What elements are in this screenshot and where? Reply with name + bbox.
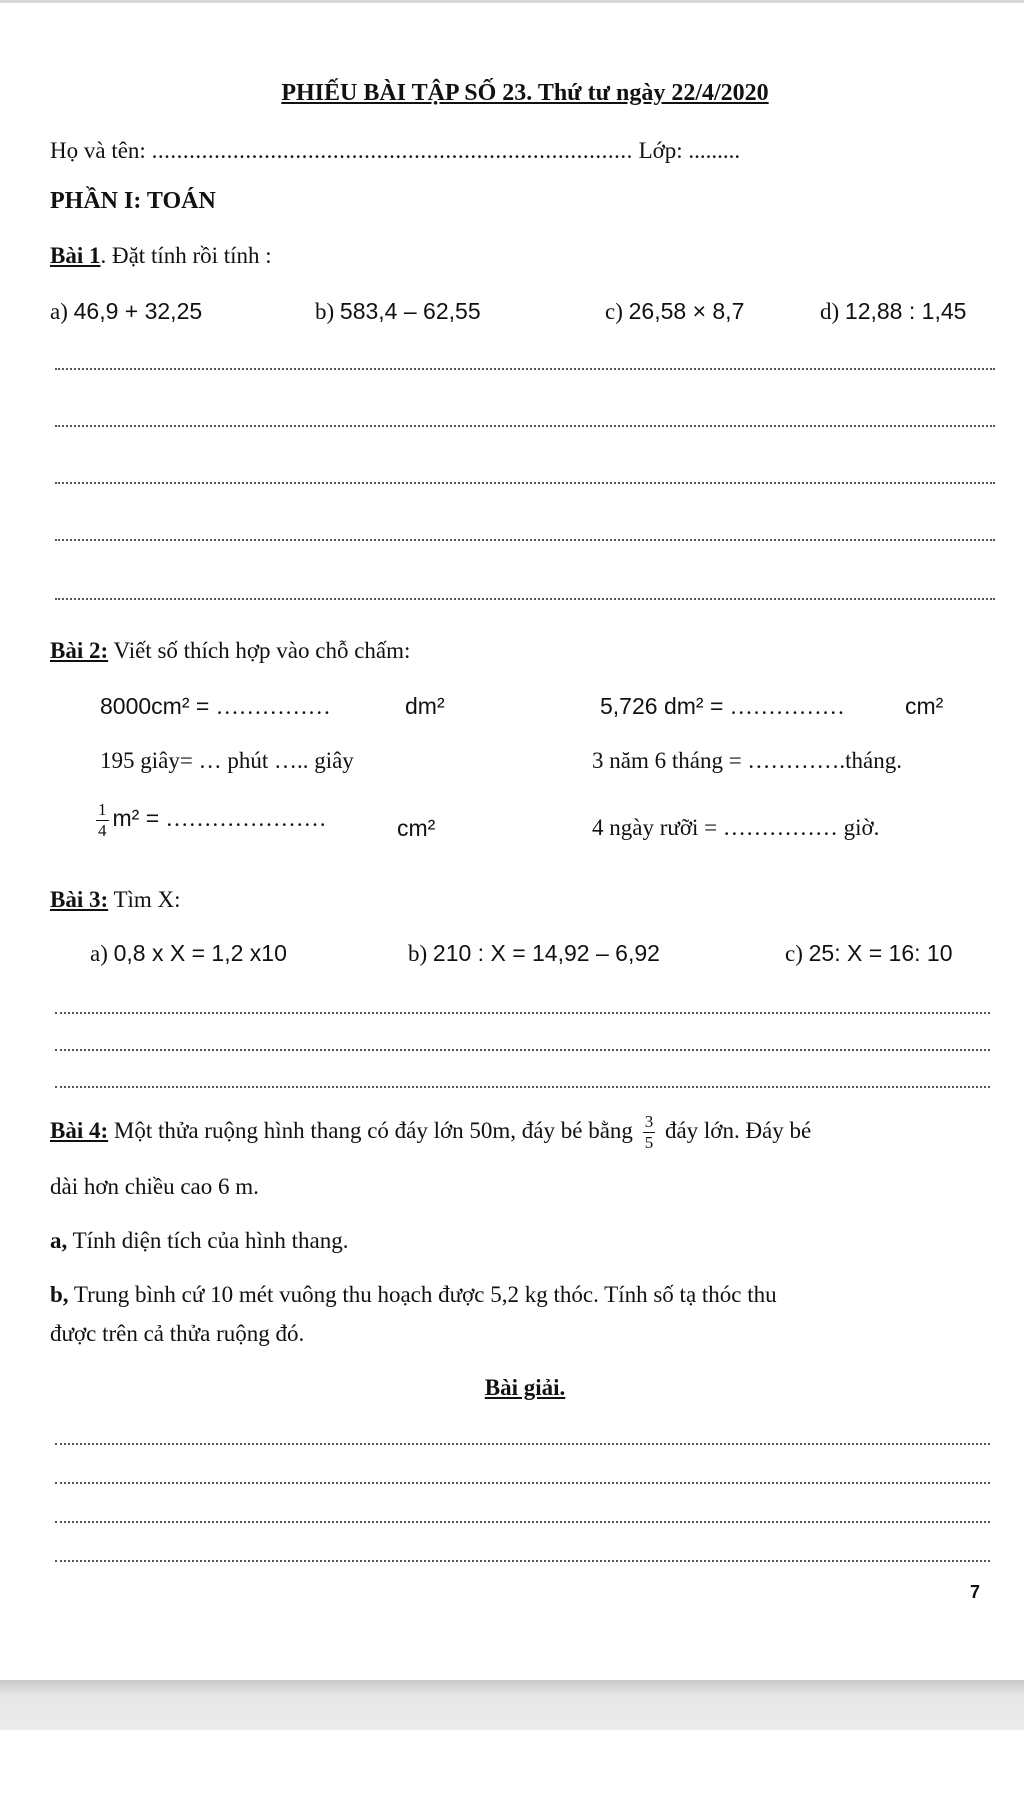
bai2-row3-right: 4 ngày rưỡi = …………… giờ. xyxy=(592,815,880,840)
fraction-numerator: 3 xyxy=(644,1112,654,1131)
answer-line xyxy=(55,598,995,600)
item-expression: 583,4 – 62,55 xyxy=(339,298,481,324)
item-prefix: a) xyxy=(90,941,108,966)
bai1-label: Bài 1 xyxy=(50,243,101,268)
answer-line xyxy=(55,482,995,484)
bai3-item-a xyxy=(90,940,287,967)
bai2-heading xyxy=(50,638,410,664)
bai1-text: . Đặt tính rồi tính : xyxy=(100,243,272,268)
answer-line xyxy=(55,1012,990,1014)
conversion-expr: 8000cm² = xyxy=(100,693,216,719)
bai1-item-b xyxy=(315,298,481,325)
answer-line xyxy=(55,1521,990,1523)
bai2-row1-right-unit: cm² xyxy=(905,693,944,719)
bai2-text: Viết số thích hợp vào chỗ chấm: xyxy=(108,638,411,663)
bai4-line2: dài hơn chiều cao 6 m. xyxy=(50,1174,259,1199)
item-prefix: c) xyxy=(785,941,803,966)
part-text: Tính diện tích của hình thang. xyxy=(67,1228,349,1253)
name-label: Họ và tên: xyxy=(50,138,146,163)
item-expression: 26,58 × 8,7 xyxy=(628,298,745,324)
bai4-text: đáy lớn. Đáy bé xyxy=(659,1117,812,1143)
bai4-label: Bài 4: xyxy=(50,1117,109,1143)
item-expression: 46,9 + 32,25 xyxy=(73,298,203,324)
bai4-line1 xyxy=(50,1112,811,1153)
item-prefix: c) xyxy=(605,299,623,324)
answer-line xyxy=(55,539,995,541)
page-bottom-shadow xyxy=(0,1680,1024,1730)
conversion-expr: 5,726 dm² = xyxy=(600,693,730,719)
conversion-expr: m² = xyxy=(112,804,166,831)
part-text: Trung bình cứ 10 mét vuông thu hoạch được 5,2 kg thóc. Tính số tạ thóc thu xyxy=(68,1282,777,1307)
blank-dots: …………… xyxy=(215,694,331,719)
class-dots: ......... xyxy=(688,138,741,163)
bai1-item-d xyxy=(820,298,966,325)
item-expression: 12,88 : 1,45 xyxy=(844,298,967,324)
bai4-part-b-line2: được trên cả thửa ruộng đó. xyxy=(50,1321,305,1346)
bai2-row2-right: 3 năm 6 tháng = ………….tháng. xyxy=(592,748,903,773)
answer-line xyxy=(55,1482,990,1484)
item-expression: 25: X = 16: 10 xyxy=(808,940,953,966)
bai3-label: Bài 3: xyxy=(50,887,109,912)
bai3-item-c xyxy=(785,940,953,967)
blank-dots: ………………… xyxy=(165,805,327,831)
item-prefix: b) xyxy=(408,941,428,966)
fraction-numerator: 1 xyxy=(98,800,107,819)
item-expression: 210 : X = 14,92 – 6,92 xyxy=(432,940,660,966)
answer-line xyxy=(55,1443,990,1445)
name-dots: ............................................................................. xyxy=(151,138,633,163)
fraction-denominator: 5 xyxy=(644,1133,654,1152)
answer-line xyxy=(55,425,995,427)
bai3-text: Tìm X: xyxy=(108,887,181,912)
bai4-text: Một thửa ruộng hình thang có đáy lớn 50m, đáy bé bằng xyxy=(108,1117,633,1143)
bai2-row2-left: 195 giây= … phút ….. giây xyxy=(100,748,354,773)
item-prefix: a) xyxy=(50,299,68,324)
bai3-heading xyxy=(50,887,181,913)
bai1-item-c xyxy=(605,298,744,325)
solution-heading: Bài giải. xyxy=(484,1375,566,1400)
item-expression: 0,8 x X = 1,2 x10 xyxy=(113,940,287,966)
name-line xyxy=(50,138,740,164)
bai1-heading xyxy=(50,243,272,269)
item-prefix: d) xyxy=(820,299,840,324)
fraction xyxy=(643,1112,656,1153)
class-label: Lớp: xyxy=(638,138,683,163)
bai4-part-a xyxy=(50,1228,349,1254)
bai3-item-b xyxy=(408,940,660,967)
part-label: a, xyxy=(50,1228,68,1253)
part-label: b, xyxy=(50,1282,69,1307)
worksheet-title: PHIẾU BÀI TẬP SỐ 23. Thứ tư ngày 22/4/2020 xyxy=(281,80,769,106)
fraction-denominator: 4 xyxy=(98,821,107,840)
bai2-row1-right xyxy=(600,693,845,720)
bai2-row3-left-unit: cm² xyxy=(397,815,436,841)
answer-line xyxy=(55,368,995,370)
bai4-part-b xyxy=(50,1282,777,1308)
bai2-row1-left-unit: dm² xyxy=(405,693,445,719)
answer-line xyxy=(55,1560,990,1562)
fraction xyxy=(96,800,109,841)
bai2-row3-left xyxy=(92,800,327,841)
bai2-label: Bài 2: xyxy=(50,638,109,663)
page-number: 7 xyxy=(970,1582,981,1602)
bai1-item-a xyxy=(50,298,202,325)
answer-line xyxy=(55,1086,990,1088)
answer-line xyxy=(55,1049,990,1051)
viewer-background xyxy=(0,1730,1024,1820)
part-heading: PHẦN I: TOÁN xyxy=(50,188,216,214)
bai2-row1-left xyxy=(100,693,331,720)
item-prefix: b) xyxy=(315,299,335,324)
blank-dots: …………… xyxy=(729,694,845,719)
